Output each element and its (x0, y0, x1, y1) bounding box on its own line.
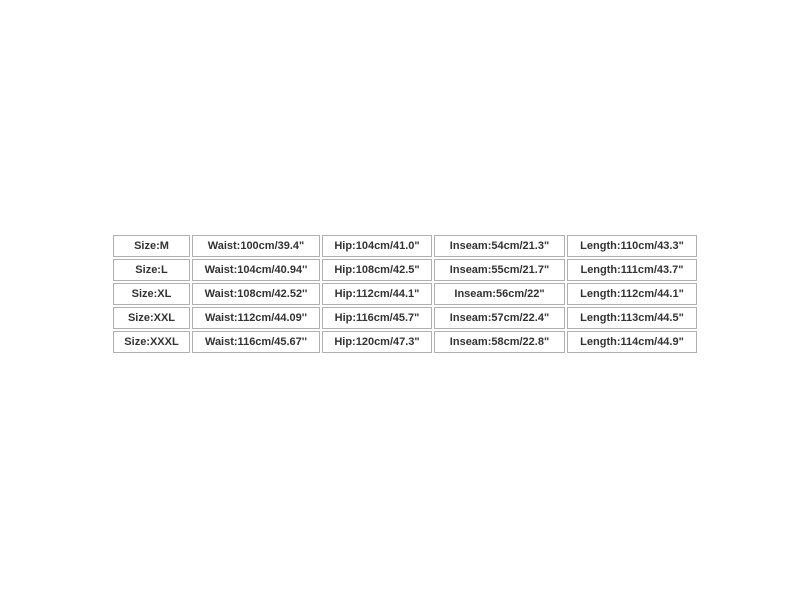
size-chart-row (113, 307, 697, 329)
size-chart-row (113, 259, 697, 281)
hip-cell: Hip:104cm/41.0" (322, 235, 432, 257)
size-cell: Size:L (113, 259, 190, 281)
length-cell: Length:112cm/44.1" (567, 283, 697, 305)
size-cell: Size:M (113, 235, 190, 257)
size-cell: Size:XL (113, 283, 190, 305)
inseam-cell: Inseam:55cm/21.7" (434, 259, 565, 281)
inseam-cell: Inseam:56cm/22" (434, 283, 565, 305)
size-chart-row (113, 235, 697, 257)
waist-cell: Waist:116cm/45.67'' (192, 331, 320, 353)
length-cell: Length:113cm/44.5" (567, 307, 697, 329)
hip-cell: Hip:116cm/45.7" (322, 307, 432, 329)
size-chart-row (113, 331, 697, 353)
hip-cell: Hip:120cm/47.3" (322, 331, 432, 353)
hip-cell: Hip:112cm/44.1" (322, 283, 432, 305)
length-cell: Length:110cm/43.3" (567, 235, 697, 257)
length-cell: Length:111cm/43.7" (567, 259, 697, 281)
hip-cell: Hip:108cm/42.5" (322, 259, 432, 281)
size-chart-container (111, 233, 699, 355)
inseam-cell: Inseam:57cm/22.4" (434, 307, 565, 329)
length-cell: Length:114cm/44.9" (567, 331, 697, 353)
inseam-cell: Inseam:58cm/22.8" (434, 331, 565, 353)
inseam-cell: Inseam:54cm/21.3" (434, 235, 565, 257)
waist-cell: Waist:108cm/42.52'' (192, 283, 320, 305)
waist-cell: Waist:104cm/40.94'' (192, 259, 320, 281)
waist-cell: Waist:112cm/44.09'' (192, 307, 320, 329)
waist-cell: Waist:100cm/39.4" (192, 235, 320, 257)
size-cell: Size:XXXL (113, 331, 190, 353)
size-chart-row (113, 283, 697, 305)
size-cell: Size:XXL (113, 307, 190, 329)
size-chart-body (113, 235, 697, 353)
size-chart-table (111, 233, 699, 355)
